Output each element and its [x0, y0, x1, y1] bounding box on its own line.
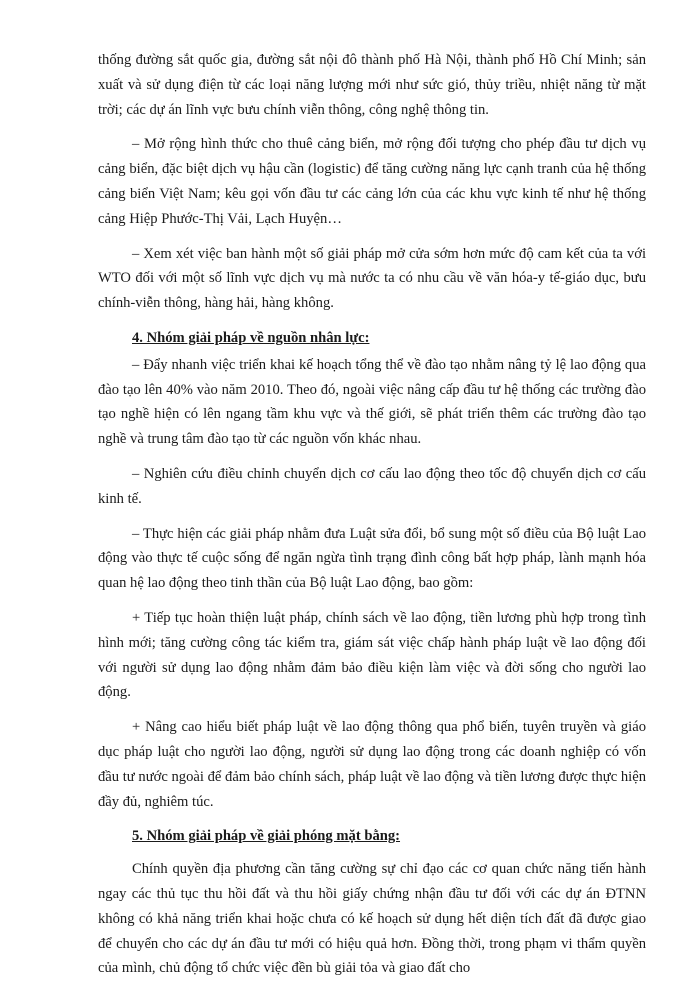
paragraph-local-government: Chính quyền địa phương cần tăng cường sự chỉ đạo các cơ quan chức năng tiến hành ngay các thủ tục thu hồi đất và thu hồi giấy chứng nhận đầu tư đối với các dự án ĐTNN không có khả năng triển khai hoặc chưa có kế hoạch sử dụng hết diện tích đất đã được giao để chuyển cho các dự án đầu tư mới có hiệu quả hơn. Đồng thời, trong phạm vi thẩm quyền của mình, chủ động tổ chức việc đền bù giải tỏa và giao đất cho: [98, 861, 646, 977]
paragraph-labor-education: + Nâng cao hiểu biết pháp luật về lao động thông qua phổ biến, tuyên truyền và giáo dục pháp luật cho người lao động, người sử dụng lao động trong các doanh nghiệp có vốn đầu tư nước ngoài để đảm bảo chính sách, pháp luật về lao động và tiền lương được thực hiện đầy đủ, nghiêm túc.: [98, 719, 646, 810]
paragraph-wto-services: – Xem xét việc ban hành một số giải pháp mở cửa sớm hơn mức độ cam kết của ta với WTO đối với một số lĩnh vực dịch vụ mà nước ta có nhu cầu về văn hóa-y tế-giáo dục, bưu chính-viễn thông, hàng hải, hàng không.: [98, 245, 646, 312]
paragraph-seaport-leasing: – Mở rộng hình thức cho thuê cảng biển, mở rộng đối tượng cho phép đầu tư dịch vụ cảng biển, đặc biệt dịch vụ hậu cần (logistic) để tăng cường năng lực cạnh tranh của hệ thống cảng biển Việt Nam; kêu gọi vốn đầu tư các cảng lớn của các khu vực kinh tế như hệ thống cảng Hiệp Phước-Thị Vải, Lạch Huyện…: [98, 136, 646, 227]
paragraph-training-plan: – Đẩy nhanh việc triển khai kế hoạch tổng thể về đào tạo nhằm nâng tỷ lệ lao động qua đào tạo lên 40% vào năm 2010. Theo đó, ngoài việc nâng cấp đầu tư hệ thống các trường đào tạo nghề hiện có lên ngang tầm khu vực và thế giới, sẽ phát triển thêm các trường đào tạo nghề và trung tâm đào tạo từ các nguồn vốn khác nhau.: [98, 356, 646, 448]
document-page: [98, 48, 646, 991]
paragraph-labor-structure: – Nghiên cứu điều chỉnh chuyển dịch cơ cấu lao động theo tốc độ chuyển dịch cơ cấu kinh tế.: [98, 465, 646, 507]
paragraph-labor-policy: + Tiếp tục hoàn thiện luật pháp, chính sách về lao động, tiền lương phù hợp trong tình hình mới; tăng cường công tác kiểm tra, giám sát việc chấp hành pháp luật về lao động đối với người sử dụng lao động nhằm đảm bảo điều kiện làm việc và đời sống cho người lao động.: [98, 609, 646, 701]
heading-site-clearance: 5. Nhóm giải pháp về giải phóng mặt bằng:: [132, 828, 401, 845]
heading-human-resources: 4. Nhóm giải pháp về nguồn nhân lực:: [132, 329, 370, 346]
paragraph-infrastructure-continued: thống đường sắt quốc gia, đường sắt nội đô thành phố Hà Nội, thành phố Hồ Chí Minh; sản xuất và sử dụng điện từ các loại năng lượng mới như sức gió, thủy triều, nhiệt năng từ mặt trời; các dự án lĩnh vực bưu chính viễn thông, công nghệ thông tin.: [98, 52, 646, 118]
paragraph-labor-law: – Thực hiện các giải pháp nhằm đưa Luật sửa đổi, bổ sung một số điều của Bộ luật Lao động vào thực tế cuộc sống để ngăn ngừa tình trạng đình công bất hợp pháp, lành mạnh hóa quan hệ lao động theo tinh thần của Bộ luật Lao động, bao gồm:: [98, 525, 646, 592]
